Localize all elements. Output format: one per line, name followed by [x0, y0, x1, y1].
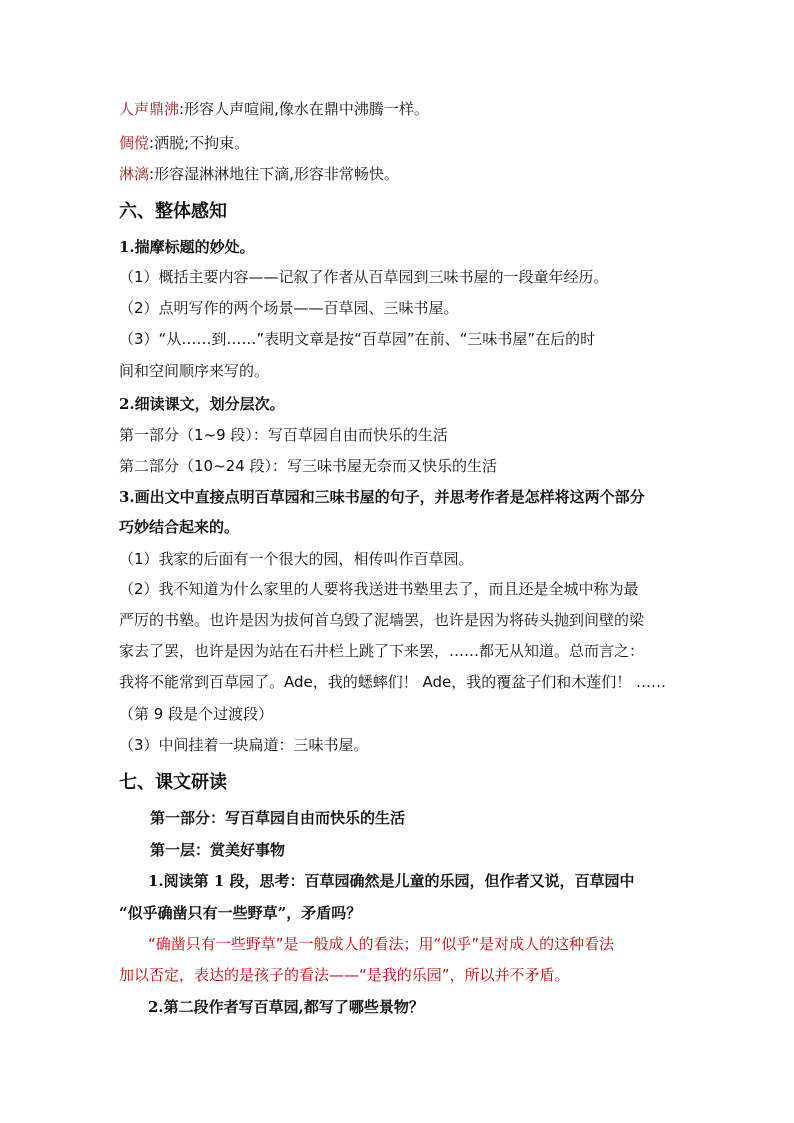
- part-title: 第一部分：写百草园自由而快乐的生活: [150, 809, 406, 827]
- answer-line: 我将不能常到百草园了。Ade，我的蟋蟀们！ Ade，我的覆盆子们和木莲们！ ……: [119, 673, 667, 691]
- glossary-definition: :形容人声喧闹,像水在鼎中沸腾一样。: [179, 100, 429, 118]
- answer-line: （2）点明写作的两个场景——百草园、三味书屋。: [119, 299, 459, 317]
- section-heading: 六、整体感知: [119, 201, 227, 222]
- glossary-term: 倜傥: [119, 134, 150, 152]
- answer-line: 第二部分（10~24 段）：写三味书屋无奈而又快乐的生活: [119, 457, 498, 475]
- answer-line: （2）我不知道为什么家里的人要将我送进书塾里去了，而且还是全城中称为最: [119, 580, 639, 598]
- answer-line: （第 9 段是个过渡段）: [119, 705, 274, 723]
- glossary-term: 淋漓: [119, 165, 150, 183]
- answer-line: 加以否定，表达的是孩子的看法——“是我的乐园”，所以并不矛盾。: [119, 966, 570, 984]
- glossary-item: [119, 133, 249, 153]
- question-title: 3.画出文中直接点明百草园和三味书屋的句子，并思考作者是怎样将这两个部分: [119, 488, 645, 506]
- answer-line: “确凿只有一些野草”是一般成人的看法；用“似乎”是对成人的这种看法: [148, 935, 615, 953]
- answer-line: （3）中间挂着一块扁道：三味书屋。: [119, 736, 369, 754]
- glossary-item: [119, 164, 399, 184]
- answer-line: 严厉的书塾。也许是因为拔何首乌毁了泥墙罢，也许是因为将砖头抛到间壁的梁: [119, 611, 645, 629]
- answer-line: 家去了罢，也许是因为站在石井栏上跳了下来罢，……都无从知道。总而言之：: [119, 642, 645, 660]
- question-title: 1.揣摩标题的妙处。: [119, 238, 255, 256]
- question-title: 2.细读课文，划分层次。: [119, 395, 285, 413]
- layer-title: 第一层：赏美好事物: [150, 841, 286, 859]
- glossary-definition: :形容湿淋淋地往下滴,形容非常畅快。: [149, 165, 399, 183]
- answer-line: （1）概括主要内容——记叙了作者从百草园到三味书屋的一段童年经历。: [119, 268, 609, 286]
- question-title: 1.阅读第 1 段，思考：百草园确然是儿童的乐园，但作者又说，百草园中: [148, 872, 635, 890]
- glossary-item: [119, 99, 429, 119]
- question-title: 巧妙结合起来的。: [119, 518, 240, 536]
- question-title: “似乎确凿只有一些野草”，矛盾吗？: [119, 904, 362, 922]
- section-heading: 七、课文研读: [119, 772, 227, 793]
- question-title: 2.第二段作者写百草园,都写了哪些景物？: [148, 998, 424, 1016]
- answer-line: 第一部分（1~9 段）：写百草园自由而快乐的生活: [119, 426, 448, 444]
- glossary-term: 人声鼎沸: [119, 100, 180, 118]
- answer-line: （1）我家的后面有一个很大的园，相传叫作百草园。: [119, 550, 474, 568]
- glossary-definition: :洒脱;不拘束。: [149, 134, 250, 152]
- answer-line: 间和空间顺序来写的。: [119, 362, 270, 380]
- answer-line: （3）“从……到……”表明文章是按“百草园”在前、“三味书屋”在后的时: [119, 330, 596, 348]
